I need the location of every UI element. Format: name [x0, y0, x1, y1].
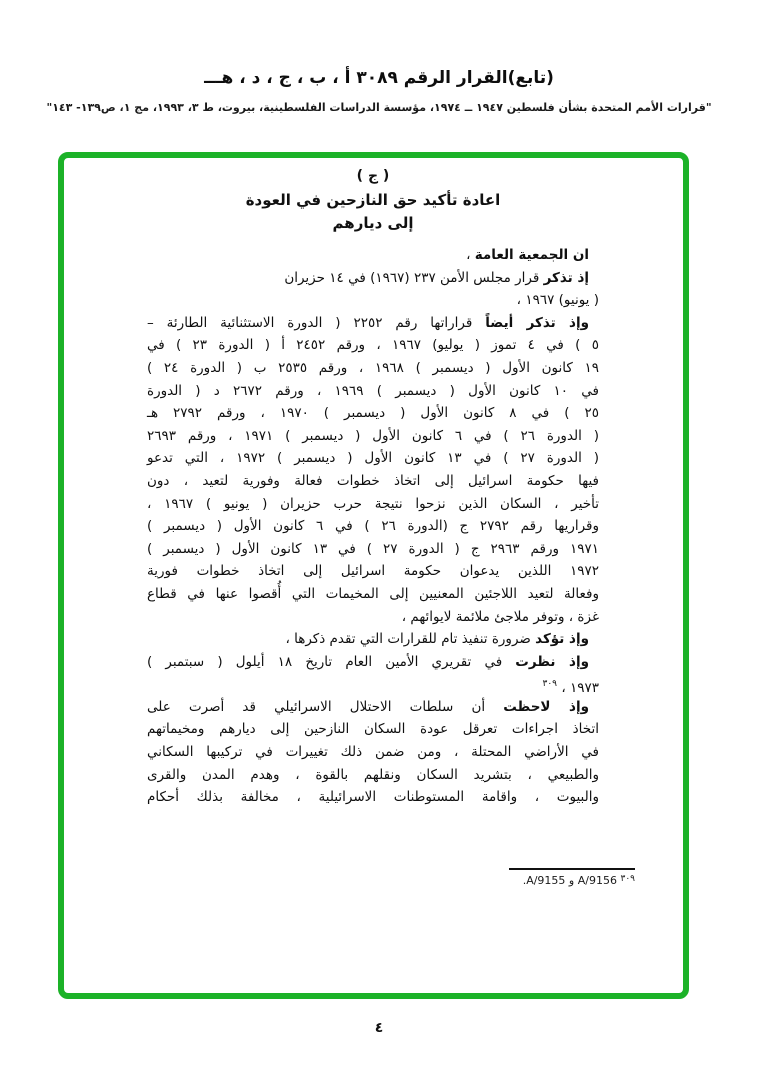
body-line: فيها حكومة اسرائيل إلى اتخاذ خطوات فعالة وفورية لتعيد ، دون — [147, 472, 599, 489]
body-line: تأخير ، السكان الذين نزحوا نتيجة حرب حزيران ( يونيو ) ١٩٦٧ ، — [147, 495, 599, 512]
footnote-marker: ٣٠٩ — [620, 874, 635, 884]
body-line: ( يونيو) ١٩٦٧ ، — [516, 292, 599, 309]
section-title-line2: إلى ديارهم — [332, 214, 414, 232]
body-line: ١٩٧١ ورقم ٢٩٦٣ ج ( الدورة ٢٧ ) في ١٣ كانون الأول ( ديسمبر ) — [147, 540, 599, 557]
body-line: غزة ، وتوفر ملاجئ ملائمة لايوائهم ، — [401, 608, 599, 625]
body-lines — [147, 244, 599, 809]
body-line: ١٩٧٢ اللذين يدعوان حكومة اسرائيل إلى اتخاذ خطوات فورية — [147, 563, 599, 580]
footnote-rule — [509, 868, 635, 870]
body-line: ٢٥ ) في ٨ كانون الأول ( ديسمبر ) ١٩٧٠ ، ورقم ٢٧٩٢ هـ — [147, 405, 599, 422]
body-line: إذ تذكر قرار مجلس الأمن ٢٣٧ (١٩٦٧) في ١٤ حزيران — [284, 269, 589, 286]
body-line: ( الدورة ٢٦ ) في ٦ كانون الأول ( ديسمبر ) ١٩٧١ ، ورقم ٢٦٩٣ — [147, 427, 599, 444]
body-line: ( الدورة ٢٧ ) في ١٣ كانون الأول ( ديسمبر ) ١٩٧٢ ، التي تدعو — [147, 450, 599, 467]
source-citation: "قرارات الأمم المتحدة بشأن فلسطين ١٩٤٧ ــ ١٩٧٤، مؤسسة الدراسات الفلسطينية، بيروت، ط ٣، ١٩٩٣، مج ١، ص١٣٩- ١٤٣" — [46, 101, 712, 114]
body-line: ١٩ كانون الأول ( ديسمبر ) ١٩٦٨ ، ورقم ٢٥٣٥ ب ( الدورة ٢٤ ) — [147, 359, 599, 376]
footnote — [475, 868, 635, 887]
section-title-line1: اعادة تأكيد حق النازحين في العودة — [245, 191, 501, 209]
body-line: اتخاذ اجراءات تعرقل عودة السكان النازحين إلى ديارهم ومخيماتهم — [147, 721, 599, 738]
body-line: والبيوت ، واقامة المستوطنات الاسرائيلية ، مخالفة بذلك أحكام — [147, 789, 599, 806]
annotation-box — [58, 152, 689, 999]
body-line: وإذ تؤكد ضرورة تنفيذ تام للقرارات التي تقدم ذكرها ، — [285, 631, 589, 648]
body-line: وقراريها رقم ٢٧٩٢ ج (الدورة ٢٦ ) في ٦ كانون الأول ( ديسمبر ) — [147, 518, 600, 535]
body-line: ١٩٧٣ ، $^{٣٠٩}$ — [542, 679, 599, 697]
body-line: في الأراضي المحتلة ، ومن ضمن ذلك تغييرات في تركيبها السكاني — [147, 744, 599, 761]
text-column — [147, 168, 599, 809]
footnote-text — [475, 874, 635, 887]
body-line: والطبيعي ، بتشريد السكان ونقلهم بالقوة ، وهدم المدن والقرى — [147, 766, 599, 783]
body-line: في ١٠ كانون الأول ( ديسمبر ) ١٩٦٩ ، ورقم ٢٦٧٢ د ( الدورة — [147, 382, 599, 399]
body-line: وفعالة لتعيد اللاجئين المعنيين إلى المخيمات التي أُقصوا عنها في قطاع — [147, 585, 599, 602]
body-line: ٥ ) في ٤ تموز ( يوليو) ١٩٦٧ ، ورقم ٢٤٥٢ أ ( الدورة ٢٣ ) في — [147, 337, 599, 354]
footnote-reference: A/9156 و A/9155. — [522, 874, 621, 887]
body-line: وإذ نظرت في تقريري الأمين العام تاريخ ١٨ أيلول ( سبتمبر ) — [147, 653, 589, 670]
resolution-header-title: (تابع)القرار الرقم ٣٠٨٩ أ ، ب ، ج ، د ، هـــ — [204, 68, 554, 88]
body-line: وإذ لاحظت أن سلطات الاحتلال الاسرائيلي قد أصرت على — [147, 698, 589, 715]
page-number: ٤ — [374, 1020, 384, 1036]
section-letter: ( ج ) — [356, 168, 390, 184]
body-line: ان الجمعية العامة ، — [466, 247, 589, 263]
body-line: وإذ تذكر أيضاً قراراتها رقم ٢٢٥٢ ( الدورة الاستثنائية الطارئة – — [147, 314, 589, 331]
